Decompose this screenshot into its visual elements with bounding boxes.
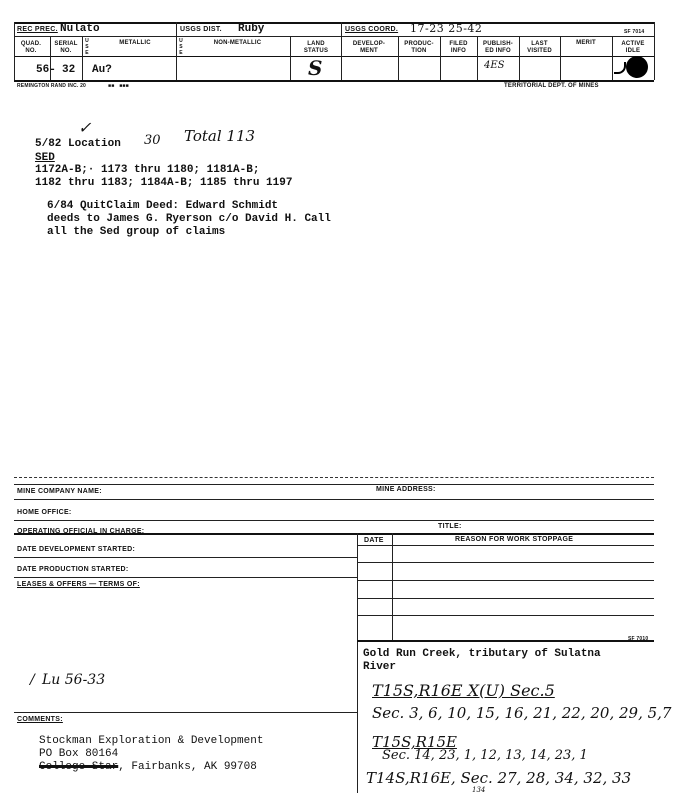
comments-line-3-rest: , Fairbanks, AK 99708 [118, 761, 257, 773]
comments-line-1: Stockman Exploration & Development [39, 735, 264, 747]
comments-label: COMMENTS: [17, 716, 63, 723]
date-dev-label: DATE DEVELOPMENT STARTED: [17, 546, 136, 553]
operating-official-label: OPERATING OFFICIAL IN CHARGE: [17, 528, 145, 535]
metallic-value: Au? [92, 64, 112, 76]
col-published-info: PUBLISH-ED INFO [483, 41, 513, 54]
col-merit: MERIT [576, 40, 596, 46]
date-col-label: DATE [364, 537, 384, 544]
deed-line-3: all the Sed group of claims [47, 226, 226, 238]
location-hand-total: Total 113 [184, 127, 256, 145]
location-hand-3: T15S,R15E [372, 733, 457, 751]
location-hand-count: 30 [144, 133, 161, 148]
location-hand-5-sub: 134 [472, 786, 486, 794]
mine-address-label: MINE ADDRESS: [376, 486, 436, 493]
col-serial-no: SERIAL NO. [54, 41, 78, 54]
struck-text: College Star [39, 761, 119, 773]
serial-value: 32 [62, 64, 76, 76]
active-idle-dot [626, 56, 648, 78]
col-active-idle: ACTIVE IDLE [621, 41, 645, 54]
quad-value: 56- [36, 64, 56, 76]
col-land-status: LAND STATUS [303, 41, 329, 54]
mine-company-label: MINE COMPANY NAME: [17, 488, 102, 495]
col-non-metallic: NON-METALLIC [213, 40, 262, 46]
usgs-coord-label: USGS COORD. [345, 26, 399, 33]
location-line: 5/82 Location [35, 138, 121, 150]
location-hand-5: T14S,R16E, Sec. 27, 28, 34, 32, 33 [366, 769, 632, 787]
published-value: 4ES [484, 60, 505, 71]
rec-prec-value: Nulato [60, 23, 100, 35]
col-development: DEVELOP-MENT [352, 41, 386, 54]
deed-line-1: 6/84 QuitClaim Deed: Edward Schmidt [47, 200, 279, 212]
location-typed-2: River [363, 661, 397, 673]
date-prod-label: DATE PRODUCTION STARTED: [17, 566, 129, 573]
department-line: TERRITORIAL DEPT. OF MINES [504, 83, 599, 89]
usgs-coord-value: 17-23 25-42 [410, 22, 483, 35]
location-typed-1: Gold Run Creek, tributary of Sulatna [363, 648, 601, 660]
usgs-dist-label: USGS DIST. [180, 26, 222, 33]
col-quad-no: QUAD. NO. [20, 41, 42, 54]
printer-line: REMINGTON RAND INC. 20 [17, 83, 87, 89]
hand-tick-left: / [30, 672, 35, 688]
claims-line-2: 1182 thru 1183; 1184A-B; 1185 thru 1197 [35, 177, 293, 189]
leases-label: LEASES & OFFERS — TERMS OF: [17, 581, 140, 588]
check-mark: ✓ [78, 118, 92, 137]
rec-prec-label: REC PREC. [17, 26, 58, 33]
comments-line-2: PO Box 80164 [39, 748, 119, 760]
location-hand-4: Sec. 14, 23, 1, 12, 13, 14, 23, 1 [382, 748, 588, 763]
col-use-2: U S E [179, 38, 183, 56]
claims-line-1: 1172A-B;· 1173 thru 1180; 1181A-B; [35, 164, 260, 176]
deed-line-2: deeds to James G. Ryerson c/o David H. Call [47, 213, 331, 225]
col-filed-info: FILED INFO [449, 41, 468, 54]
title-label: TITLE: [438, 523, 462, 530]
location-hand-1: T15S,R16E X(U) Sec.5 [372, 681, 555, 700]
group-name: SED [35, 152, 55, 164]
home-office-label: HOME OFFICE: [17, 509, 72, 516]
col-last-visited: LAST VISITED [527, 41, 552, 54]
form-number-2: SF 7010 [628, 636, 649, 642]
col-metallic: METALLIC [119, 40, 151, 46]
location-hand-2: Sec. 3, 6, 10, 15, 16, 21, 22, 20, 29, 5,7 [372, 704, 672, 722]
comments-line-3 [39, 761, 257, 773]
col-production: PRODUC-TION [404, 41, 434, 54]
land-status-mark: S [308, 56, 323, 80]
form-number: SF 7014 [624, 29, 645, 35]
printer-dots: ■■ ■■■ [108, 83, 129, 89]
reason-col-label: REASON FOR WORK STOPPAGE [455, 536, 574, 543]
col-use: U S E [85, 38, 89, 56]
active-idle-tick [614, 62, 626, 74]
hand-note-left: Lu 56-33 [42, 672, 106, 688]
usgs-dist-value: Ruby [238, 23, 265, 35]
